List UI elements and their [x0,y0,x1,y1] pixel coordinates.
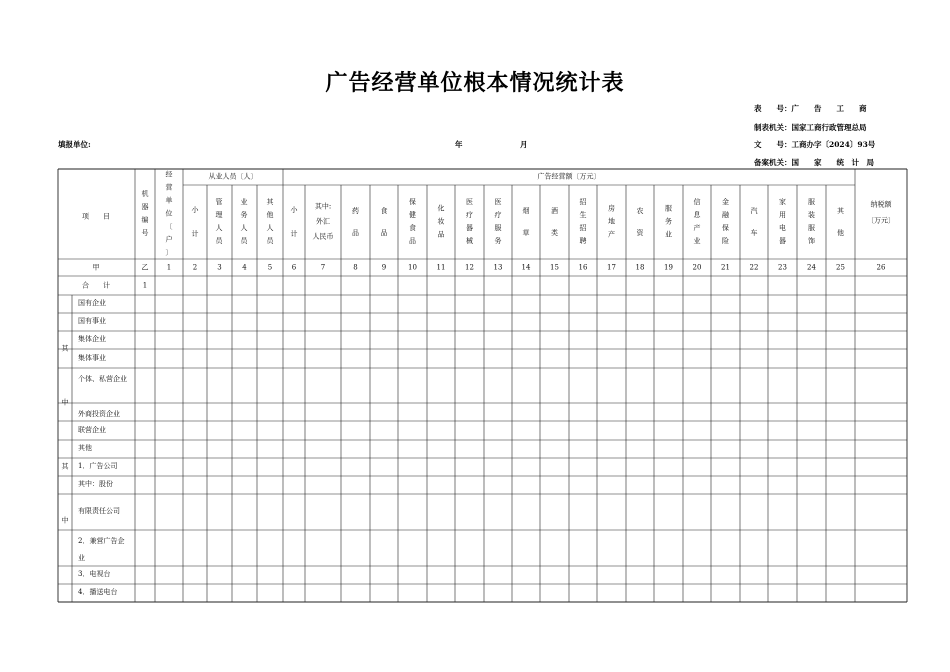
group2-row-label: 有限责任公司 [78,507,120,515]
header-revenue-group: 广告经营额〔万元〕 [537,172,601,181]
code-cell: 23 [778,263,787,271]
code-cell: 12 [465,263,474,271]
header-revenue-5: 医 疗 器 械 [466,198,473,245]
header-staff-business: 业 务 人 员 [240,198,248,245]
code-cell: 8 [353,263,358,271]
header-revenue-14: 金 融 保 险 [722,198,729,245]
header-revenue-6: 医 疗 服 务 [494,198,502,245]
header-staff-group: 从业人员〔人〕 [208,172,258,181]
header-tax: 纳税额 [870,200,892,209]
code-cell: 甲 [92,263,100,271]
code-cell: 14 [521,263,531,271]
group1-row-label: 集体事业 [78,353,106,362]
header-revenue-7: 烟 草 [522,207,530,237]
header-revenue-15: 汽 车 [750,207,758,237]
group2-row-label: 4．播送电台 [78,588,118,596]
code-cell: 9 [381,263,387,271]
header-staff-other: 其 他 人 员 [266,198,274,245]
header-tax: 〔万元〕 [867,216,895,225]
code-cell: 3 [217,263,222,271]
header-revenue-18: 其 他 [837,207,844,237]
header-revenue-13: 信 息 产 业 [693,198,701,245]
code-cell: 21 [721,263,730,271]
code-cell: 22 [749,263,759,271]
group1-row-label: 集体企业 [78,335,106,343]
fill-unit-label: 填报单位: [58,140,91,149]
header-revenue-8: 酒 类 [551,207,558,237]
code-cell: 11 [436,263,446,271]
header-revenue-16: 家 用 电 器 [779,198,786,245]
code-cell: 24 [807,263,816,271]
header-revenue-9: 招 生 招 聘 [579,198,587,245]
document-number: 文 号：工商办字〔2024〕93号 [754,140,876,149]
group1-row-label: 联营企业 [78,425,106,434]
header-revenue-10: 房 地 产 [608,204,615,239]
code-cell: 25 [836,263,845,271]
year-label: 年 [455,140,463,149]
header-item: 项 目 [82,212,110,221]
header-revenue-2: 食 品 [380,207,388,237]
code-cell: 4 [242,263,247,271]
group1-row-label: 其他 [78,444,92,452]
code-cell: 2 [192,263,198,271]
group1-row-label: 外商投资企业 [78,410,120,418]
code-cell: 乙 [141,263,149,271]
code-cell: 26 [876,263,886,271]
total-row-label: 合 计 [82,281,110,289]
header-staff-subtotal: 小 计 [191,206,199,238]
group1-row-label: 国有事业 [78,317,106,325]
form-number: 表 号：广 告 工 商 [754,104,867,113]
code-cell: 18 [635,263,645,271]
group2-side-label: 中 [61,516,69,525]
group1-side-label: 其 [61,344,69,353]
month-label: 月 [520,140,528,149]
header-business-unit: 经 营 单 位 〔 户 〕 [165,170,173,257]
header-revenue-12: 服 务 业 [665,204,672,239]
group2-side-label: 其 [61,462,69,471]
group2-row-label: 其中：股份 [78,480,113,488]
code-cell: 1 [166,263,172,271]
header-revenue-forex: 其中: [314,202,332,211]
header-staff-management: 管 理 人 员 [215,198,223,245]
code-cell: 7 [320,263,326,271]
total-row-code: 1 [142,281,148,289]
group2-row-label: 2．兼营广告企业 [78,537,125,562]
code-cell: 10 [408,263,417,271]
code-cell: 5 [267,263,273,271]
header-revenue-forex: 外汇 [316,217,330,226]
header-revenue-subtotal: 小 计 [290,206,298,238]
group2-row-label: 1．广告公司 [78,462,118,470]
header-revenue-11: 农 资 [636,207,644,237]
issuing-authority: 制表机关：国家工商行政管理总局 [754,123,867,132]
code-cell: 15 [550,263,559,271]
group2-row-label: 3．电视台 [78,570,111,578]
record-authority: 备案机关：国 家 统 计 局 [754,158,874,167]
code-cell: 16 [578,263,588,271]
code-cell: 19 [664,263,673,271]
code-cell: 20 [692,263,702,271]
header-revenue-forex: 人民币 [312,232,334,241]
header-revenue-3: 保 健 食 品 [409,198,416,245]
page-title: 广告经营单位根本情况统计表 [325,71,625,96]
group1-side-label: 中 [61,398,69,407]
code-cell: 6 [291,263,297,271]
group1-row-label: 个体、私营企业 [78,375,127,383]
header-revenue-17: 服 装 服 饰 [808,198,815,245]
group1-row-label: 国有企业 [78,299,106,307]
header-revenue-1: 药 品 [352,207,359,237]
header-org-code: 机 器 编 号 [141,190,149,237]
code-cell: 17 [607,263,616,271]
code-cell: 13 [493,263,503,271]
header-revenue-4: 化 妆 品 [437,204,445,239]
